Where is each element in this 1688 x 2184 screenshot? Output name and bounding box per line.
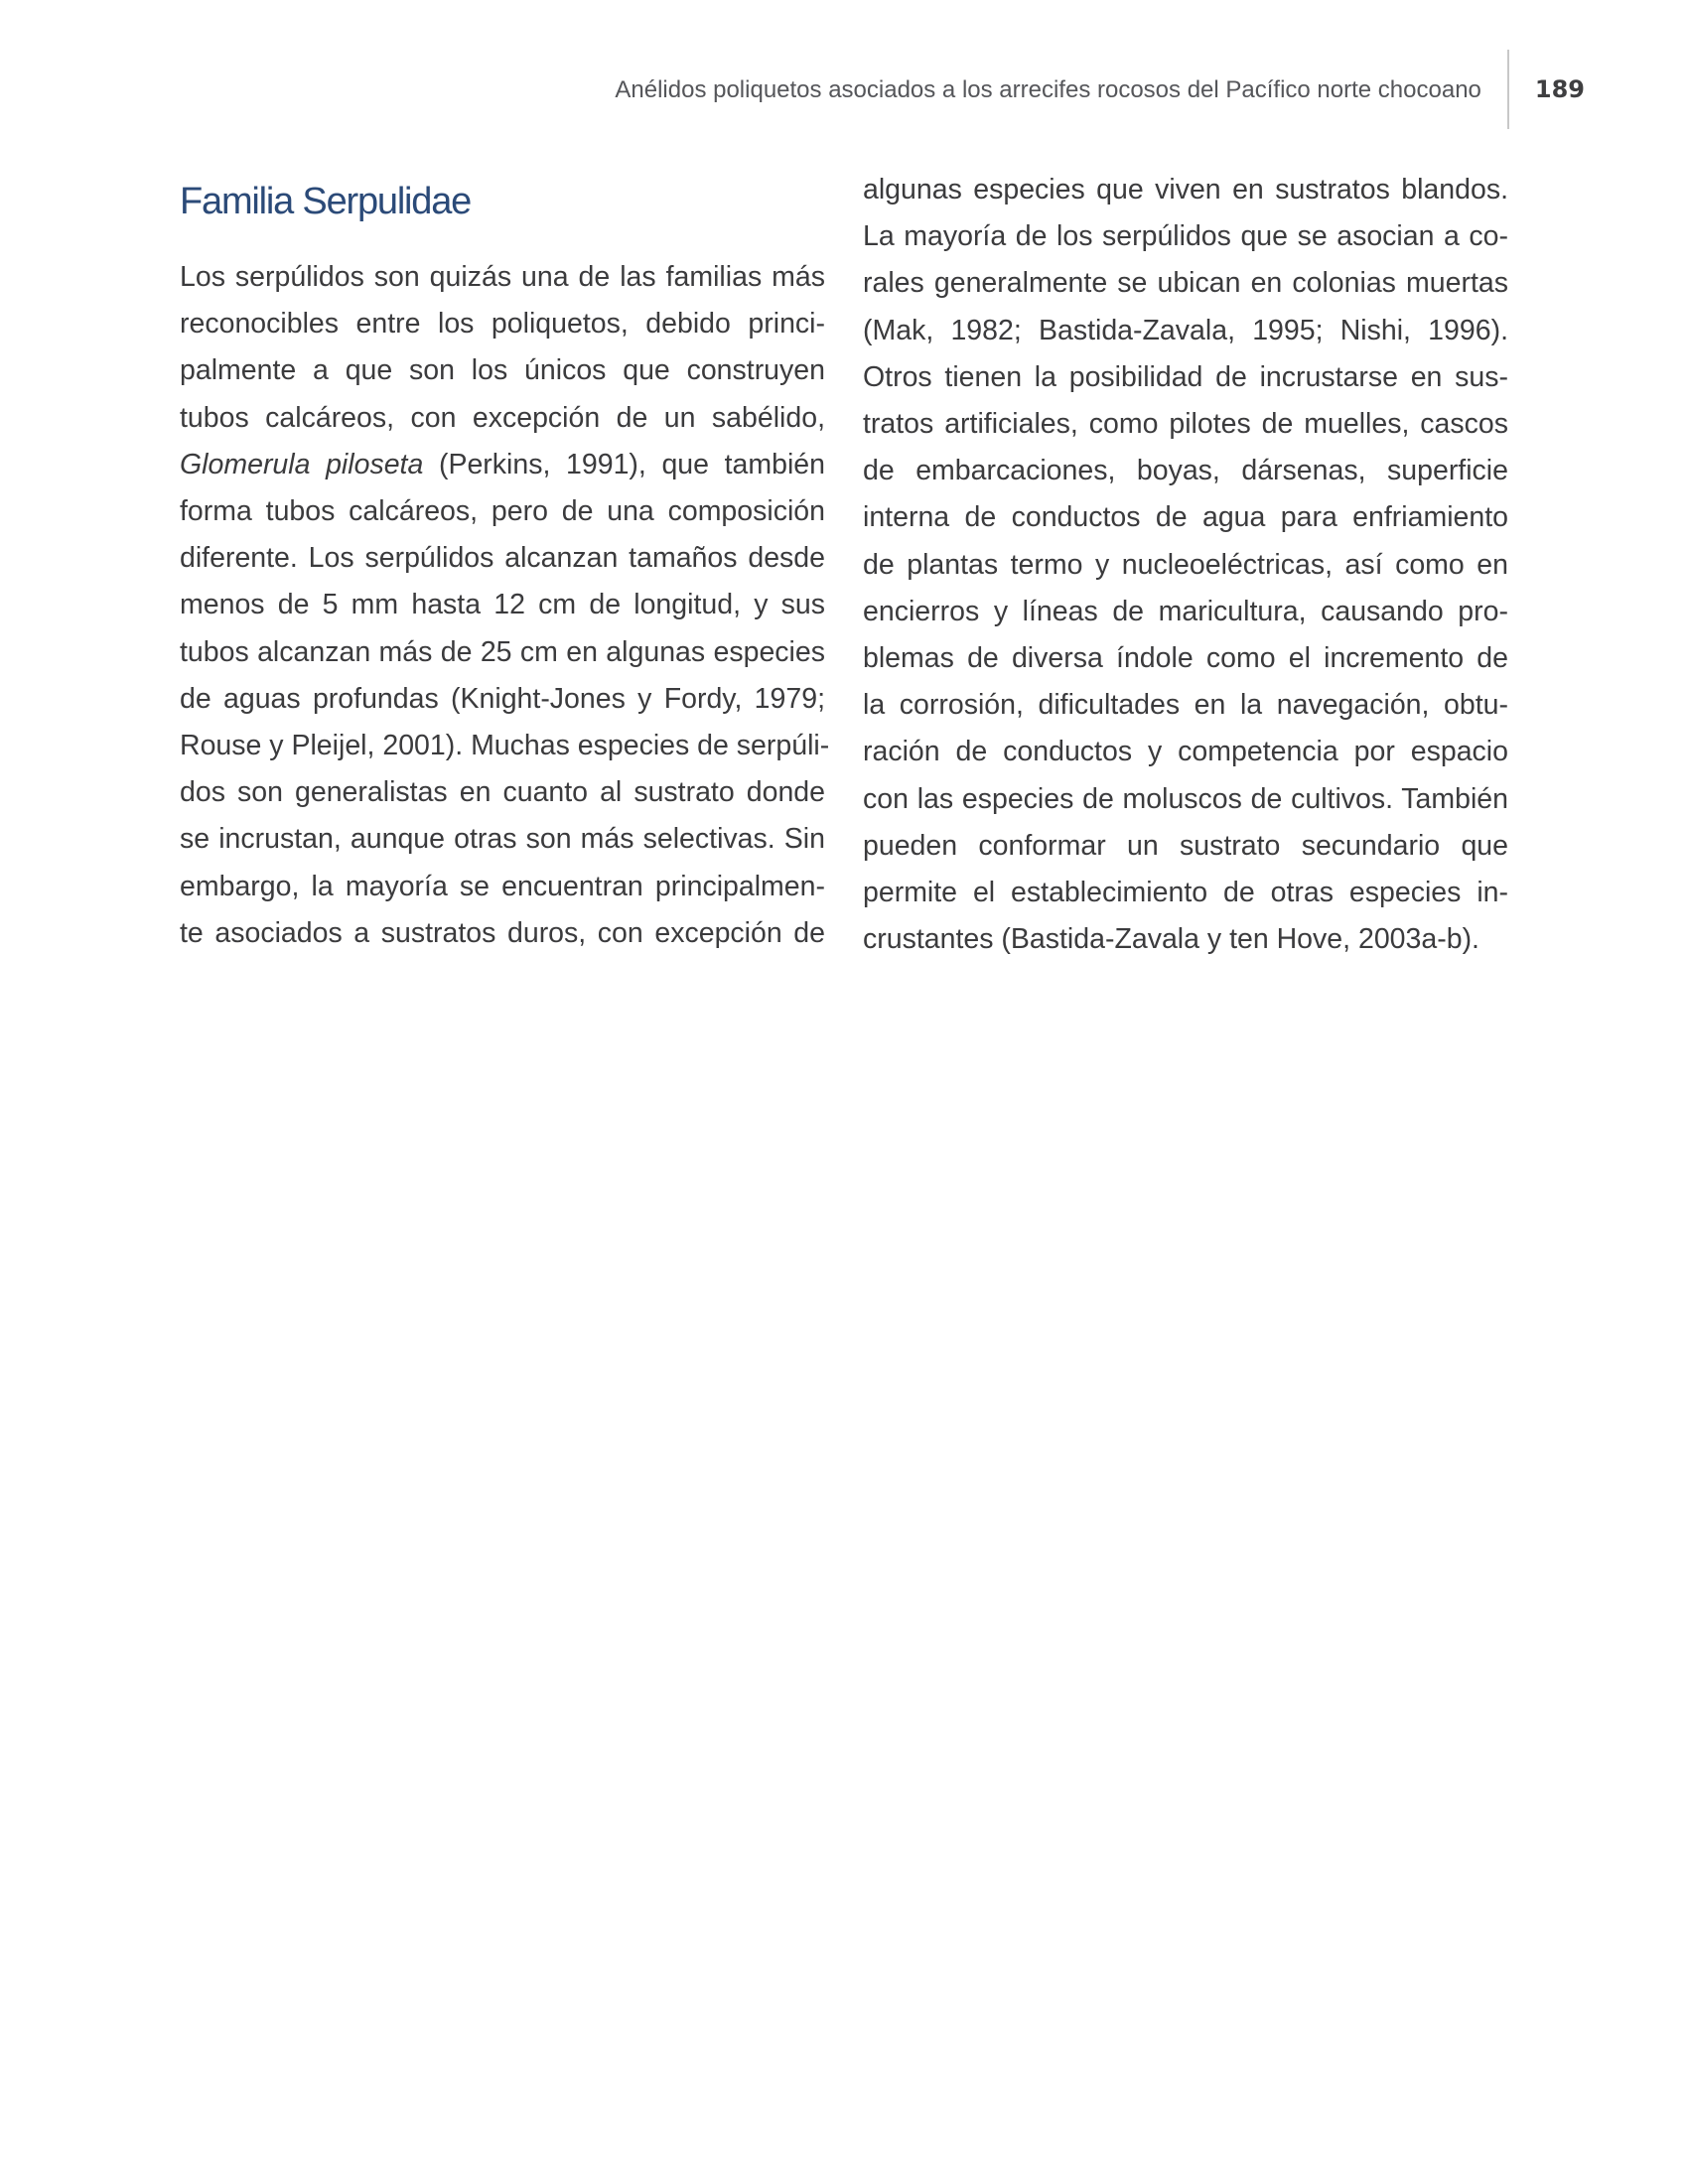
text-line: dos son generalistas en cuanto al sustrato donde xyxy=(180,776,825,809)
text-line: diferente. Los serpúlidos alcanzan tamaños desde xyxy=(180,542,825,575)
text-line: de plantas termo y nucleoeléctricas, así como en xyxy=(863,548,1508,581)
running-header xyxy=(615,69,1585,131)
text-line: reconocibles entre los poliquetos, debido princi- xyxy=(180,308,825,341)
text-line: embargo, la mayoría se encuentran principalmen- xyxy=(180,870,825,902)
text-line: forma tubos calcáreos, pero de una composición xyxy=(180,495,825,528)
text-line: interna de conductos de agua para enfriamiento xyxy=(863,501,1508,534)
text-line: Otros tienen la posibilidad de incrustarse en sus- xyxy=(863,360,1508,393)
text-line: pueden conformar un sustrato secundario que xyxy=(863,829,1508,862)
text-line: Los serpúlidos son quizás una de las familias más xyxy=(180,261,825,293)
text-line: de embarcaciones, boyas, dársenas, superficie xyxy=(863,455,1508,487)
text-line: Rouse y Pleijel, 2001). Muchas especies de serpúli- xyxy=(180,730,830,762)
text-line: tubos alcanzan más de 25 cm en algunas especies xyxy=(180,635,825,668)
left-column xyxy=(180,169,830,957)
paragraph-left xyxy=(180,254,830,957)
text-line: (Mak, 1982; Bastida-Zavala, 1995; Nishi, 1996). xyxy=(863,314,1508,346)
text-line: crustantes (Bastida-Zavala y ten Hove, 2003a-b). xyxy=(863,923,1479,956)
text-line: con las especies de moluscos de cultivos. También xyxy=(863,782,1508,815)
text-line: permite el establecimiento de otras especies in- xyxy=(863,877,1508,909)
citation-text: (Perkins, 1991), que también xyxy=(438,448,826,480)
text-line: tratos artificiales, como pilotes de muelles, cascos xyxy=(863,408,1508,441)
text-line: menos de 5 mm hasta 12 cm de longitud, y sus xyxy=(180,589,825,621)
text-line: rales generalmente se ubican en colonias muertas xyxy=(863,267,1508,300)
text-line: blemas de diversa índole como el incremento de xyxy=(863,642,1508,675)
species-name: Glomerula piloseta xyxy=(180,448,424,480)
text-line: te asociados a sustratos duros, con excepción de xyxy=(180,916,825,949)
text-line: tubos calcáreos, con excepción de un sabélido, xyxy=(180,401,825,434)
text-line: palmente a que son los únicos que construyen xyxy=(180,354,825,387)
text-line: de aguas profundas (Knight-Jones y Fordy, 1979; xyxy=(180,682,825,715)
right-column xyxy=(863,167,1508,963)
text-line: se incrustan, aunque otras son más selectivas. Sin xyxy=(180,823,825,856)
section-heading: Familia Serpulidae xyxy=(180,181,472,222)
text-line: encierros y líneas de maricultura, causando pro- xyxy=(863,595,1508,627)
text-line: ración de conductos y competencia por espacio xyxy=(863,736,1508,768)
running-title: Anélidos poliquetos asociados a los arrecifes rocosos del Pacífico norte chocoano xyxy=(615,76,1481,103)
text-line: algunas especies que viven en sustratos blandos. xyxy=(863,174,1508,205)
text-line-species xyxy=(180,442,825,488)
paragraph-right xyxy=(863,167,1508,963)
text-line: La mayoría de los serpúlidos que se asocian a co- xyxy=(863,220,1508,253)
page-number: 189 xyxy=(1534,75,1585,103)
text-line: la corrosión, dificultades en la navegación, obtu- xyxy=(863,689,1508,722)
